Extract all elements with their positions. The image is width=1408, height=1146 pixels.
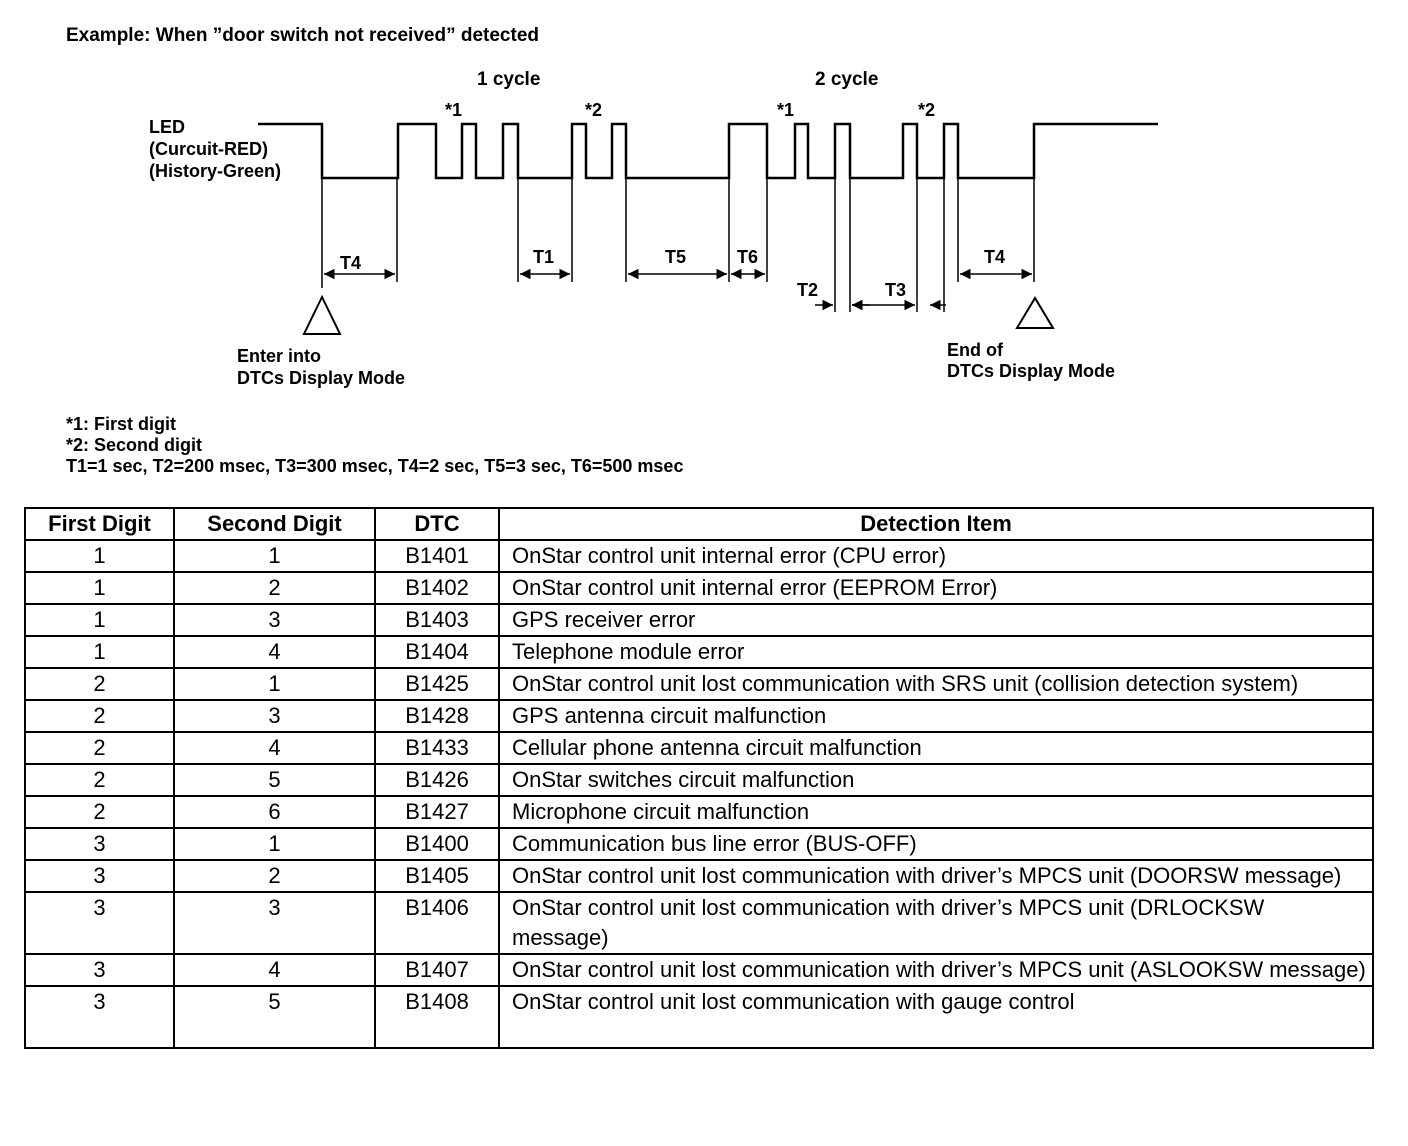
table-row <box>25 954 1373 986</box>
table-row <box>25 796 1373 828</box>
table-row <box>25 700 1373 732</box>
enter-mode-triangle <box>304 297 340 334</box>
second-digit-cell: 1 <box>174 540 375 572</box>
table-row <box>25 604 1373 636</box>
first-digit-cell: 2 <box>25 700 174 732</box>
table-row <box>25 636 1373 668</box>
detection-item-cell: OnStar control unit lost communication with SRS unit (collision detection system) <box>499 668 1373 700</box>
dtc-code-cell: B1406 <box>375 892 499 954</box>
dtc-code-cell: B1433 <box>375 732 499 764</box>
dtc-code-cell: B1426 <box>375 764 499 796</box>
detection-item-cell: GPS antenna circuit malfunction <box>499 700 1373 732</box>
dtc-code-cell: B1400 <box>375 828 499 860</box>
marker-first-digit-1: *1 <box>445 100 463 120</box>
table-row <box>25 828 1373 860</box>
first-digit-cell: 1 <box>25 604 174 636</box>
table-row <box>25 668 1373 700</box>
timing-label-t4-start: T4 <box>340 253 362 273</box>
marker-first-digit-2: *1 <box>777 100 795 120</box>
marker-second-digit-2: *2 <box>918 100 936 120</box>
header-second-digit: Second Digit <box>174 508 375 540</box>
table-row <box>25 732 1373 764</box>
detection-item-cell: Cellular phone antenna circuit malfunction <box>499 732 1373 764</box>
first-digit-cell: 2 <box>25 796 174 828</box>
table-row <box>25 572 1373 604</box>
note-second-digit: *2: Second digit <box>66 435 203 455</box>
dtc-code-cell: B1427 <box>375 796 499 828</box>
enter-mode-label: Enter into <box>237 346 321 366</box>
second-digit-cell: 2 <box>174 572 375 604</box>
table-row <box>25 540 1373 572</box>
detection-item-cell: GPS receiver error <box>499 604 1373 636</box>
header-first-digit: First Digit <box>25 508 174 540</box>
detection-item-cell: OnStar control unit lost communication with driver’s MPCS unit (ASLOOKSW message) <box>499 954 1373 986</box>
first-digit-cell: 1 <box>25 572 174 604</box>
first-digit-cell: 3 <box>25 986 174 1048</box>
dtc-code-cell: B1407 <box>375 954 499 986</box>
second-digit-cell: 6 <box>174 796 375 828</box>
first-digit-cell: 3 <box>25 860 174 892</box>
first-digit-cell: 2 <box>25 732 174 764</box>
note-timing-values: T1=1 sec, T2=200 msec, T3=300 msec, T4=2 sec, T5=3 sec, T6=500 msec <box>66 456 684 476</box>
first-digit-cell: 3 <box>25 954 174 986</box>
dtc-code-cell: B1401 <box>375 540 499 572</box>
first-digit-cell: 3 <box>25 828 174 860</box>
dtc-code-cell: B1408 <box>375 986 499 1048</box>
dtc-table <box>24 507 1374 1049</box>
timing-label-t1: T1 <box>533 247 555 267</box>
second-digit-cell: 4 <box>174 954 375 986</box>
detection-item-cell: OnStar switches circuit malfunction <box>499 764 1373 796</box>
first-digit-cell: 2 <box>25 764 174 796</box>
timing-label-t4-end: T4 <box>984 247 1006 267</box>
second-digit-cell: 3 <box>174 700 375 732</box>
detection-item-cell: OnStar control unit lost communication with driver’s MPCS unit (DRLOCKSW message) <box>499 892 1373 954</box>
end-mode-triangle <box>1017 298 1053 328</box>
end-mode-label: End of <box>947 340 1003 360</box>
second-digit-cell: 1 <box>174 828 375 860</box>
detection-item-cell: OnStar control unit internal error (CPU error) <box>499 540 1373 572</box>
enter-mode-label-2: DTCs Display Mode <box>237 368 406 388</box>
second-digit-cell: 4 <box>174 732 375 764</box>
table-header-row <box>25 508 1373 540</box>
dtc-code-cell: B1425 <box>375 668 499 700</box>
first-digit-cell: 2 <box>25 668 174 700</box>
notes <box>66 414 683 477</box>
first-digit-cell: 1 <box>25 636 174 668</box>
detection-item-cell: Microphone circuit malfunction <box>499 796 1373 828</box>
timing-guide-lines <box>322 178 1034 312</box>
header-detection-item: Detection Item <box>499 508 1373 540</box>
dtc-code-cell: B1403 <box>375 604 499 636</box>
second-digit-cell: 3 <box>174 604 375 636</box>
led-waveform <box>258 124 1158 178</box>
detection-item-cell: OnStar control unit lost communication with gauge control <box>499 986 1373 1048</box>
diagram-title: Example: When ”door switch not received” detected <box>66 25 539 46</box>
second-digit-cell: 1 <box>174 668 375 700</box>
second-digit-cell: 3 <box>174 892 375 954</box>
second-digit-cell: 4 <box>174 636 375 668</box>
dtc-code-cell: B1405 <box>375 860 499 892</box>
timing-dimension-arrows <box>324 274 1032 305</box>
detection-item-cell: OnStar control unit internal error (EEPROM Error) <box>499 572 1373 604</box>
header-dtc: DTC <box>375 508 499 540</box>
dtc-code-cell: B1402 <box>375 572 499 604</box>
first-digit-cell: 1 <box>25 540 174 572</box>
timing-label-t5: T5 <box>665 247 687 267</box>
end-mode-label-2: DTCs Display Mode <box>947 361 1116 381</box>
led-label: LED <box>149 117 185 137</box>
marker-second-digit-1: *2 <box>585 100 603 120</box>
second-digit-cell: 2 <box>174 860 375 892</box>
first-digit-cell: 3 <box>25 892 174 954</box>
table-row <box>25 892 1373 954</box>
timing-label-t2: T2 <box>797 280 819 300</box>
second-digit-cell: 5 <box>174 986 375 1048</box>
timing-label-t3: T3 <box>885 280 907 300</box>
table-row <box>25 860 1373 892</box>
led-label-green: (History-Green) <box>149 161 282 181</box>
cycle-1-label: 1 cycle <box>477 69 541 90</box>
cycle-2-label: 2 cycle <box>815 69 879 90</box>
table-row <box>25 986 1373 1048</box>
led-label-red: (Curcuit-RED) <box>149 139 268 159</box>
note-first-digit: *1: First digit <box>66 414 177 434</box>
dtc-code-cell: B1404 <box>375 636 499 668</box>
dtc-code-cell: B1428 <box>375 700 499 732</box>
timing-label-t6: T6 <box>737 247 759 267</box>
detection-item-cell: Telephone module error <box>499 636 1373 668</box>
table-row <box>25 764 1373 796</box>
detection-item-cell: OnStar control unit lost communication with driver’s MPCS unit (DOORSW message) <box>499 860 1373 892</box>
second-digit-cell: 5 <box>174 764 375 796</box>
detection-item-cell: Communication bus line error (BUS-OFF) <box>499 828 1373 860</box>
